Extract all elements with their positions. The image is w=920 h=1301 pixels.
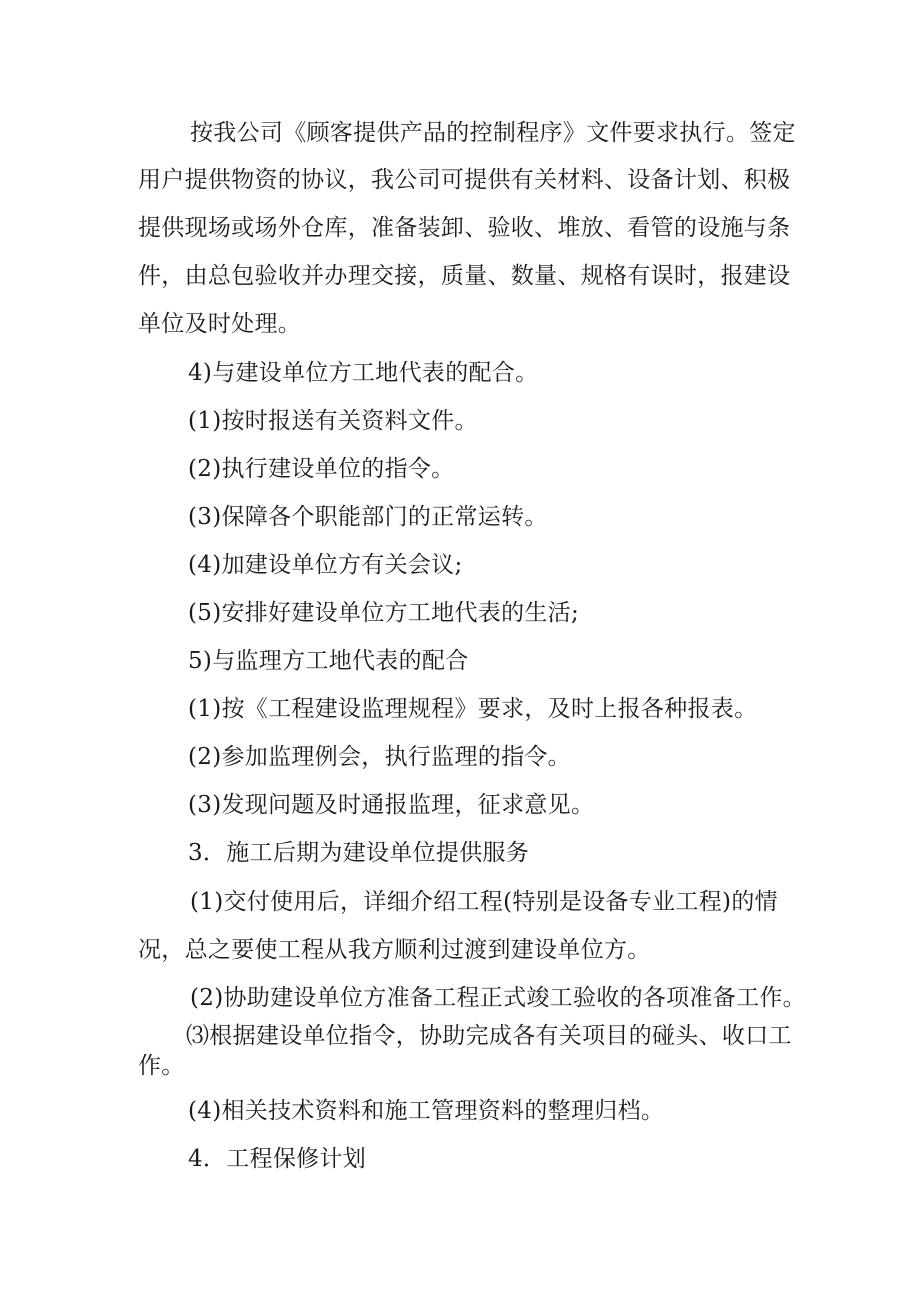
- section-5-item-2: (2)参加监理例会，执行监理的指令。: [188, 744, 571, 770]
- section-4-heading: 4)与建设单位方工地代表的配合。: [188, 360, 539, 386]
- section-3-item-1-line-1: (1)交付使用后，详细介绍工程(特别是设备专业工程)的情: [190, 889, 778, 915]
- section-3-item-3-line-1: ⑶根据建设单位指令，协助完成各有关项目的碰头、收口工: [186, 1023, 792, 1049]
- paragraph-1-line-1: 按我公司《顾客提供产品的控制程序》文件要求执行。签定: [190, 120, 796, 146]
- section-3-item-2: (2)协助建设单位方准备工程正式竣工验收的各项准备工作。: [190, 985, 806, 1011]
- section-4-item-1: (1)按时报送有关资料文件。: [188, 408, 478, 434]
- section-4-item-4: (4)加建设单位方有关会议;: [188, 552, 463, 578]
- section-4b-heading: 4．工程保修计划: [188, 1146, 367, 1172]
- section-4-item-5: (5)安排好建设单位方工地代表的生活;: [188, 600, 580, 626]
- section-3-item-4: (4)相关技术资料和施工管理资料的整理归档。: [188, 1098, 665, 1124]
- paragraph-1-line-4: 件，由总包验收并办理交接，质量、数量、规格有误时，报建设: [138, 263, 791, 289]
- section-3-item-1-line-2: 况，总之要使工程从我方顺利过渡到建设单位方。: [138, 937, 651, 963]
- section-3-heading: 3．施工后期为建设单位提供服务: [188, 840, 530, 866]
- paragraph-1-line-3: 提供现场或场外仓库，准备装卸、验收、堆放、看管的设施与条: [138, 215, 791, 241]
- section-4-item-3: (3)保障各个职能部门的正常运转。: [188, 504, 548, 530]
- paragraph-1-line-2: 用户提供物资的协议，我公司可提供有关材料、设备计划、积极: [138, 167, 791, 193]
- section-5-item-1: (1)按《工程建设监理规程》要求，及时上报各种报表。: [188, 696, 758, 722]
- section-5-heading: 5)与监理方工地代表的配合: [188, 648, 469, 674]
- section-5-item-3: (3)发现问题及时通报监理，征求意见。: [188, 792, 595, 818]
- section-4-item-2: (2)执行建设单位的指令。: [188, 456, 455, 482]
- section-3-item-3-line-2: 作。: [138, 1053, 185, 1079]
- paragraph-1-line-5: 单位及时处理。: [138, 311, 302, 337]
